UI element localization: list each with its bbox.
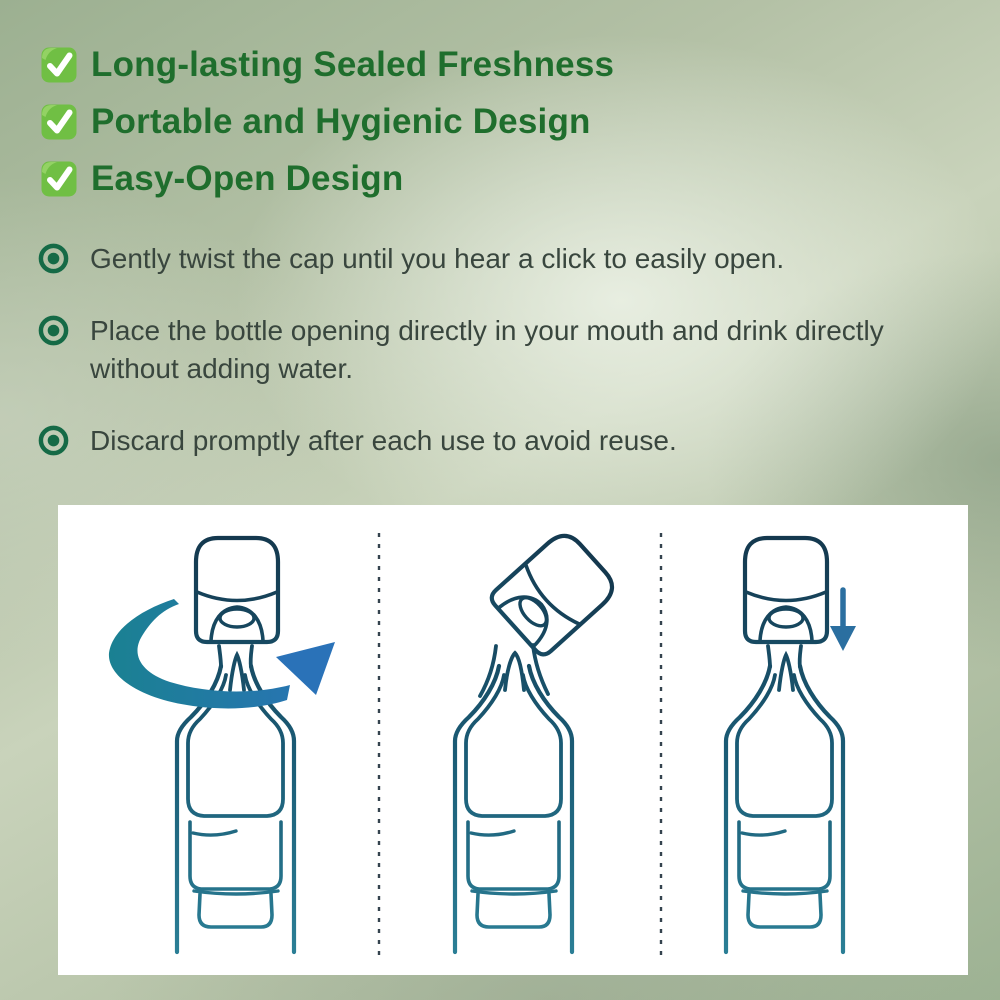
checkbox-checked-icon: [40, 103, 78, 141]
checkbox-checked-icon: [40, 46, 78, 84]
instruction-text: Discard promptly after each use to avoid reuse.: [90, 425, 677, 457]
feature-item: [40, 103, 614, 141]
target-bullet-icon: [38, 315, 69, 346]
down-arrow-icon: [830, 590, 856, 651]
instruction-item: [38, 312, 918, 388]
instruction-text: Place the bottle opening directly in your mouth and drink directly without adding water.: [90, 315, 884, 385]
instruction-list: [38, 240, 918, 494]
step-cap-down-illustration: [726, 538, 856, 952]
feature-item: [40, 160, 614, 198]
feature-item: [40, 46, 614, 84]
target-bullet-icon: [38, 425, 69, 456]
instruction-item: [38, 240, 918, 278]
usage-diagram: [58, 505, 968, 975]
feature-label: Portable and Hygienic Design: [91, 102, 591, 141]
instruction-item: [38, 422, 918, 460]
step-twist-cap-illustration: [109, 538, 335, 952]
checkbox-checked-icon: [40, 160, 78, 198]
tilted-cap-icon: [488, 528, 620, 659]
usage-diagram-panel: [58, 505, 968, 975]
step-cap-removed-illustration: [455, 528, 620, 952]
twist-swirl-arrow-icon: [109, 599, 290, 708]
feature-label: Easy-Open Design: [91, 159, 404, 198]
feature-list: [40, 46, 614, 217]
target-bullet-icon: [38, 243, 69, 274]
instruction-text: Gently twist the cap until you hear a click to easily open.: [90, 243, 785, 274]
feature-label: Long-lasting Sealed Freshness: [91, 45, 615, 84]
